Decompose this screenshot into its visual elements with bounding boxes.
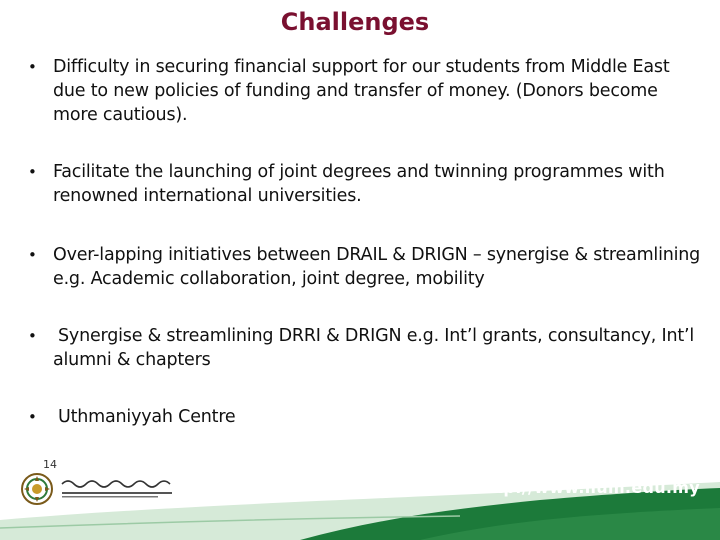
- bullet-item: [22, 160, 702, 208]
- bullet-text: Uthmaniyyah Centre: [58, 407, 236, 427]
- bullet-text: Over-lapping initiatives between DRAIL & DRIGN – synergise & streamlining e.g. Academic collaboration, joint degree, mobility: [53, 245, 701, 289]
- bullet-list: [22, 55, 702, 429]
- bullet-dot: •: [28, 163, 37, 181]
- bullet-text: Difficulty in securing financial support for our students from Middle East due to new policies of funding and transfer of money. (Donors become more cautious).: [53, 57, 670, 125]
- bullet-item: [22, 55, 702, 127]
- footer-url[interactable]: http://www.iium.edu.my: [475, 478, 700, 497]
- university-wordmark-graphic: [60, 476, 180, 500]
- bullet-text: Facilitate the launching of joint degrees and twinning programmes with renowned international universities.: [53, 162, 665, 206]
- bullet-item: [22, 405, 702, 429]
- bullet-text: Synergise & streamlining DRRI & DRIGN e.g. Int’l grants, consultancy, Int’l alumni & chapters: [53, 326, 695, 370]
- bullet-item: [22, 243, 702, 291]
- slide-title: Challenges: [280, 8, 430, 36]
- page-number: 14: [43, 458, 57, 471]
- iium-crest-icon: [20, 472, 54, 506]
- bullet-dot: •: [28, 246, 37, 264]
- bullet-dot: •: [28, 327, 37, 345]
- bullet-dot: •: [28, 58, 37, 76]
- bullet-dot: •: [28, 408, 37, 426]
- footer-banner: [0, 458, 720, 540]
- bullet-item: [22, 324, 702, 372]
